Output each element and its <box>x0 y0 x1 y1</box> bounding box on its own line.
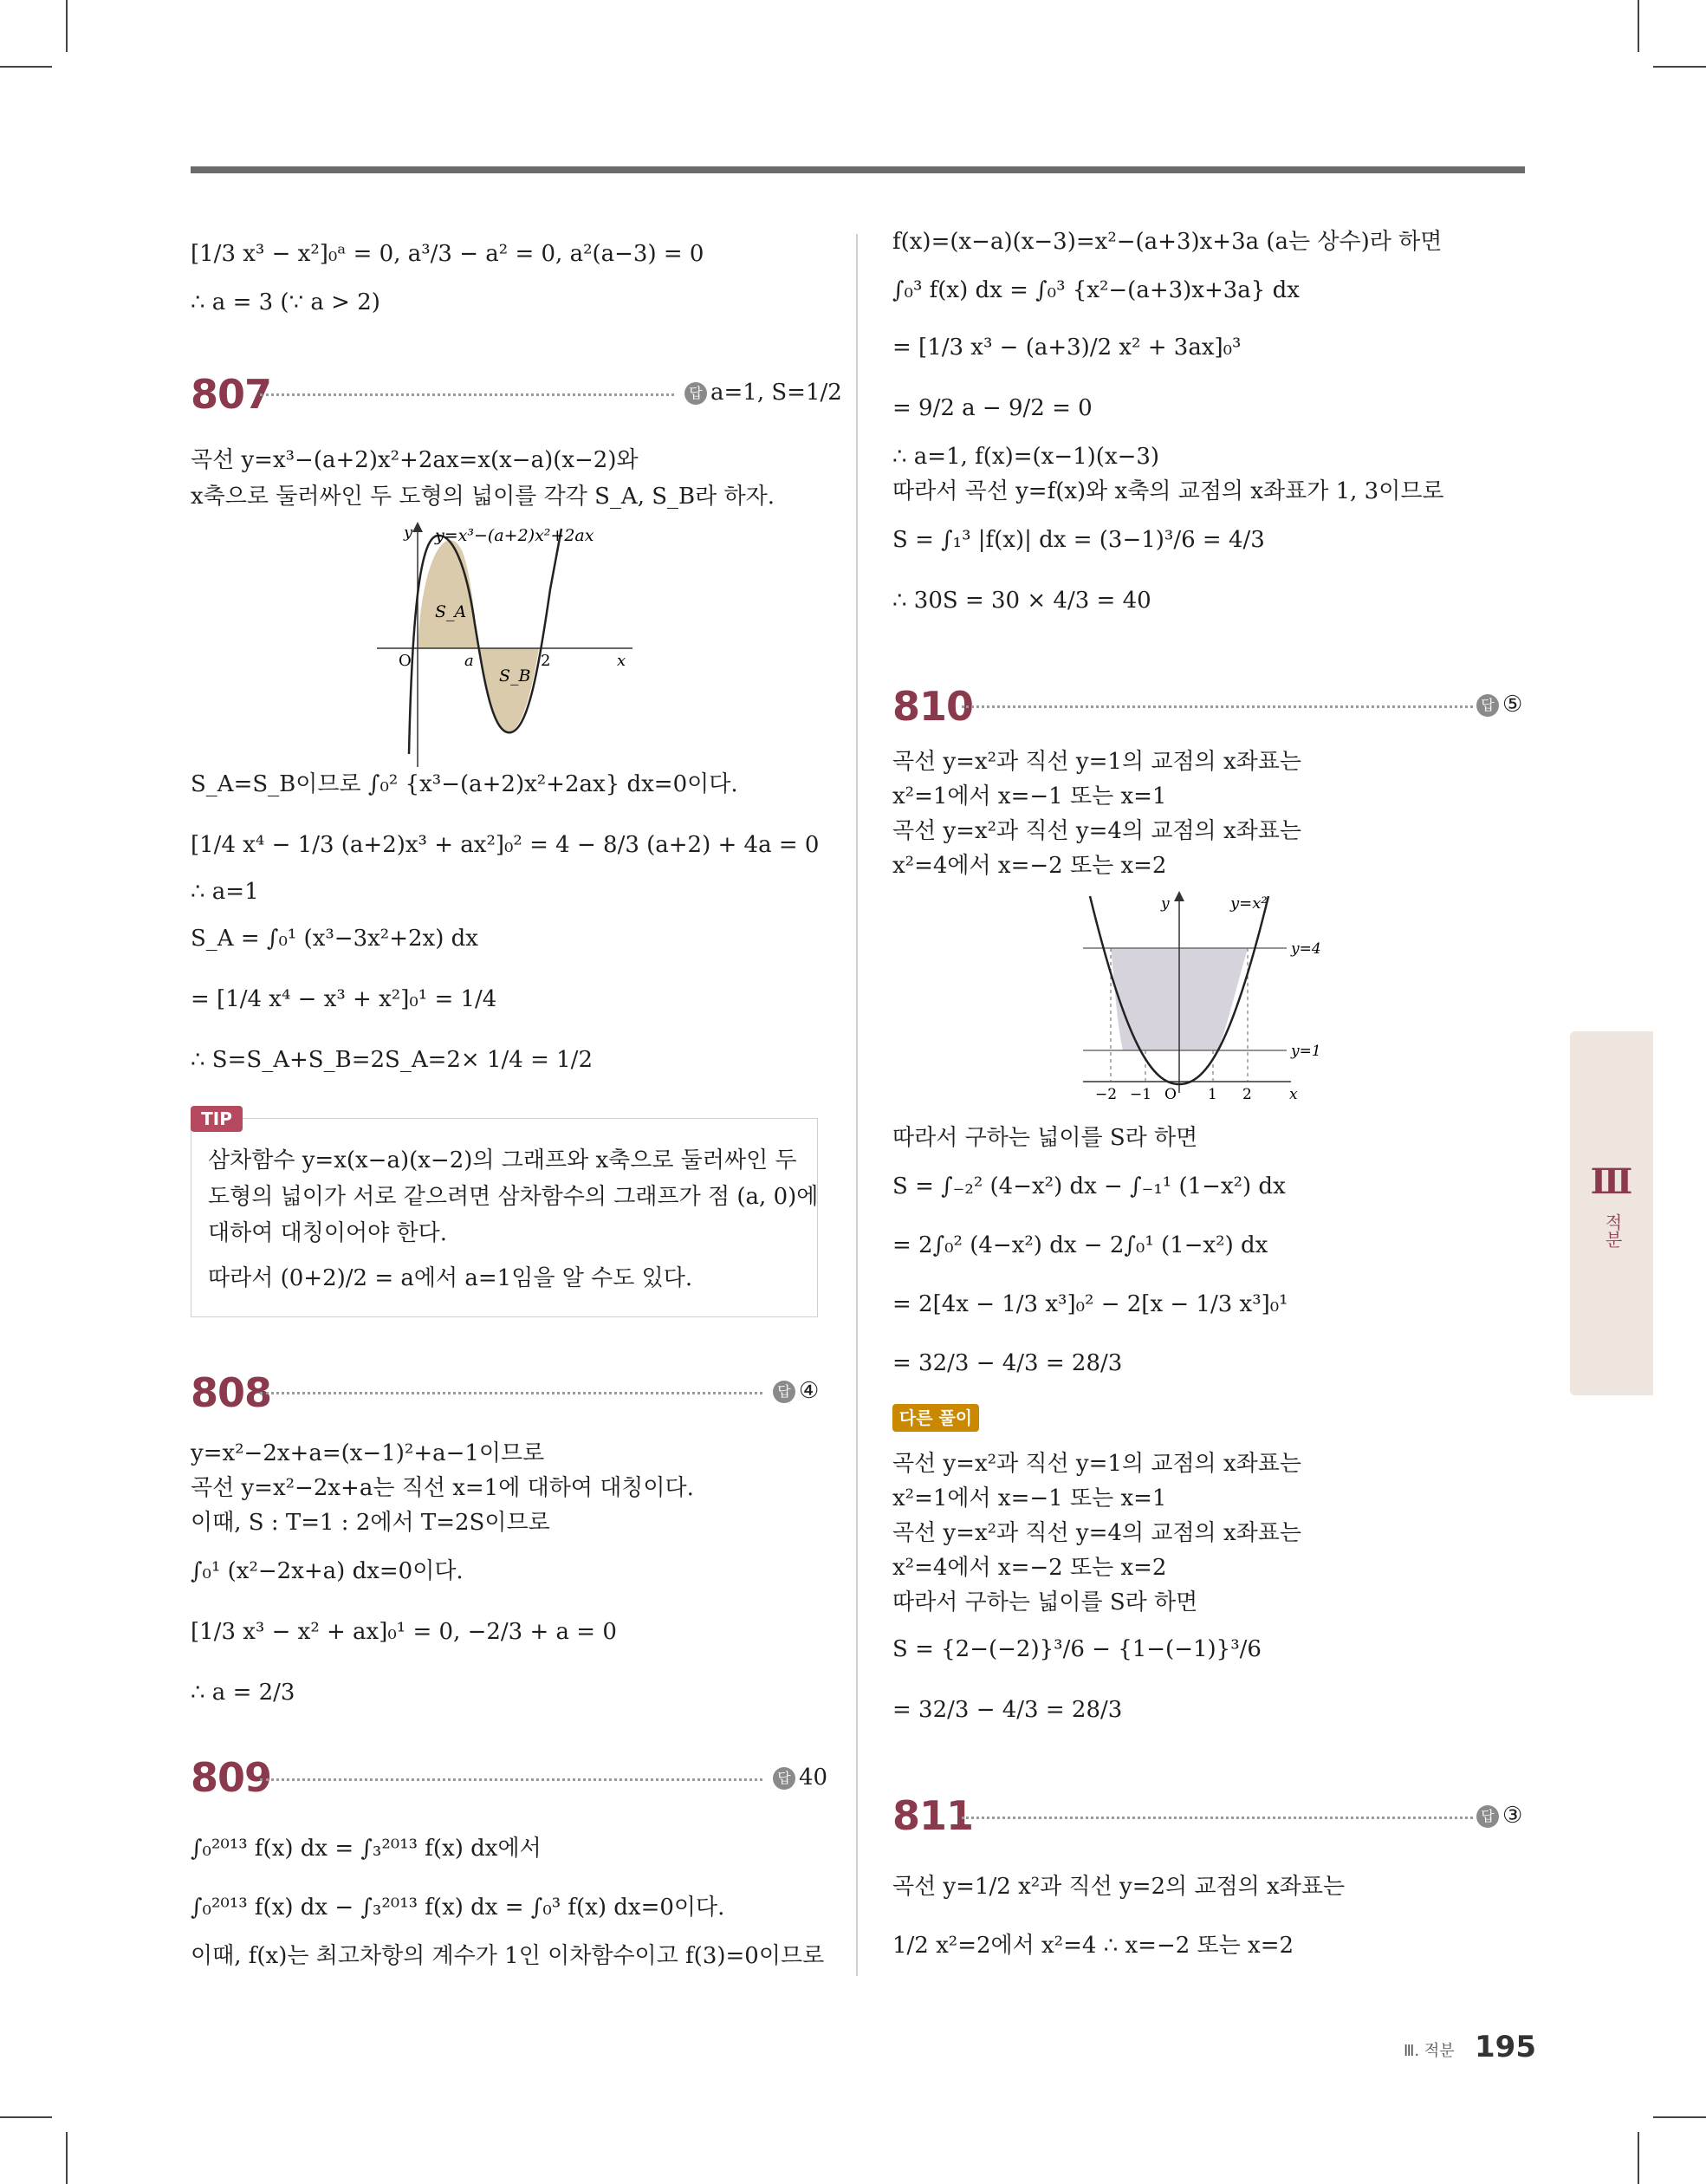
parabola-graph <box>1074 889 1352 1106</box>
dotted-leader <box>962 1817 1473 1819</box>
text-line: ∫₀²⁰¹³ f(x) dx − ∫₃²⁰¹³ f(x) dx = ∫₀³ f(x) dx=0이다. <box>191 1895 725 1921</box>
graph-label: y=x³−(a+2)x²+2ax <box>435 526 594 545</box>
answer-icon: 답 <box>684 382 707 405</box>
answer <box>1476 692 1522 718</box>
problem-number: 809 <box>191 1754 272 1801</box>
crop-mark <box>1653 2116 1706 2118</box>
text-line: x축으로 둘러싸인 두 도형의 넓이를 각각 S_A, S_B라 하자. <box>191 484 775 510</box>
answer <box>773 1765 827 1791</box>
chapter-roman: Ⅲ <box>1590 1161 1633 1202</box>
graph-label: y <box>1161 895 1170 913</box>
answer-icon: 답 <box>1476 1805 1499 1828</box>
header-rule <box>191 166 1525 173</box>
chapter-side-tab[interactable] <box>1570 1031 1653 1395</box>
tip-line: 따라서 (0+2)/2 = a에서 a=1임을 알 수도 있다. <box>208 1265 693 1291</box>
text-line: = [1/4 x⁴ − x³ + x²]₀¹ = 1/4 <box>191 986 497 1012</box>
graph-label: x <box>617 652 626 670</box>
graph-label: a <box>464 652 474 670</box>
text-line: = 32/3 − 4/3 = 28/3 <box>892 1350 1123 1376</box>
dotted-leader <box>260 393 674 396</box>
text-line: x²=4에서 x=−2 또는 x=2 <box>892 853 1167 879</box>
text-line: x²=1에서 x=−1 또는 x=1 <box>892 1485 1167 1511</box>
text-line: = 2∫₀² (4−x²) dx − 2∫₀¹ (1−x²) dx <box>892 1232 1268 1258</box>
graph-label: y=x² <box>1230 894 1268 913</box>
dotted-leader <box>260 1778 762 1781</box>
text-line: ∴ a = 2/3 <box>191 1680 295 1706</box>
text-line: = 32/3 − 4/3 = 28/3 <box>892 1697 1123 1723</box>
graph-label: y <box>404 523 413 542</box>
crop-mark <box>0 66 52 68</box>
graph-label: O <box>399 652 412 670</box>
answer-text: ⑤ <box>1502 692 1523 718</box>
graph-label: 1 <box>1208 1086 1217 1103</box>
answer-text: a=1, S=1/2 <box>710 380 842 406</box>
text-line: ∴ a=1, f(x)=(x−1)(x−3) <box>892 444 1160 470</box>
text-line: S_A = ∫₀¹ (x³−3x²+2x) dx <box>191 926 478 952</box>
answer <box>684 380 842 406</box>
crop-mark <box>66 0 68 52</box>
text-line: x²=4에서 x=−2 또는 x=2 <box>892 1555 1167 1581</box>
text-line: = 9/2 a − 9/2 = 0 <box>892 395 1093 421</box>
chapter-label: 적분 <box>1602 1213 1623 1248</box>
text-line: [1/4 x⁴ − 1/3 (a+2)x³ + ax²]₀² = 4 − 8/3 (a+2) + 4a = 0 <box>191 832 820 858</box>
text-line: = 2[4x − 1/3 x³]₀² − 2[x − 1/3 x³]₀¹ <box>892 1291 1288 1317</box>
problem-number: 807 <box>191 371 272 418</box>
text-line: 곡선 y=x²과 직선 y=1의 교점의 x좌표는 <box>892 749 1301 775</box>
graph-label: y=1 <box>1291 1043 1321 1060</box>
answer-icon: 답 <box>773 1767 795 1790</box>
text-line: f(x)=(x−a)(x−3)=x²−(a+3)x+3a (a는 상수)라 하면 <box>892 229 1443 255</box>
graph-label: y=4 <box>1291 940 1321 958</box>
answer-text: 40 <box>799 1765 828 1791</box>
alt-solution-tag: 다른 풀이 <box>892 1404 979 1432</box>
text-line: 곡선 y=x²과 직선 y=4의 교점의 x좌표는 <box>892 818 1301 844</box>
text-line: S = {2−(−2)}³/6 − {1−(−1)}³/6 <box>892 1636 1262 1662</box>
text-line: 이때, S : T=1 : 2에서 T=2S이므로 <box>191 1510 550 1536</box>
answer <box>1476 1803 1522 1829</box>
tip-tag: TIP <box>191 1106 243 1132</box>
cubic-graph <box>373 520 667 771</box>
text-line: 1/2 x²=2에서 x²=4 ∴ x=−2 또는 x=2 <box>892 1933 1294 1959</box>
tip-line: 도형의 넓이가 서로 같으려면 삼차함수의 그래프가 점 (a, 0)에 <box>208 1184 819 1210</box>
dotted-leader <box>962 705 1473 708</box>
crop-mark <box>0 2116 52 2118</box>
column-divider <box>856 234 858 1976</box>
problem-number: 811 <box>892 1792 974 1839</box>
text-line: y=x²−2x+a=(x−1)²+a−1이므로 <box>191 1440 545 1466</box>
text-line: 따라서 구하는 넓이를 S라 하면 <box>892 1125 1198 1151</box>
text-line: ∴ a=1 <box>191 879 259 905</box>
text-line: ∫₀¹ (x²−2x+a) dx=0이다. <box>191 1558 464 1584</box>
text-line: 곡선 y=x³−(a+2)x²+2ax=x(x−a)(x−2)와 <box>191 447 639 473</box>
text-line: 곡선 y=1/2 x²과 직선 y=2의 교점의 x좌표는 <box>892 1874 1346 1900</box>
footer-chapter: Ⅲ. 적분 <box>1404 2042 1455 2060</box>
text-line: = [1/3 x³ − (a+3)/2 x² + 3ax]₀³ <box>892 335 1242 361</box>
tip-line: 삼차함수 y=x(x−a)(x−2)의 그래프와 x축으로 둘러싸인 두 <box>208 1147 797 1173</box>
text-line: S = ∫₋₂² (4−x²) dx − ∫₋₁¹ (1−x²) dx <box>892 1173 1286 1199</box>
crop-mark <box>1638 0 1639 52</box>
text-line: S_A=S_B이므로 ∫₀² {x³−(a+2)x²+2ax} dx=0이다. <box>191 771 738 797</box>
graph-label: x <box>1289 1086 1298 1103</box>
problem-number: 810 <box>892 683 974 730</box>
tip-line: 대하여 대칭이어야 한다. <box>208 1220 447 1246</box>
graph-label: −1 <box>1130 1086 1152 1103</box>
text-line: 곡선 y=x²과 직선 y=4의 교점의 x좌표는 <box>892 1520 1301 1546</box>
answer-icon: 답 <box>773 1381 795 1403</box>
graph-label: 2 <box>541 652 551 670</box>
text-line: ∴ 30S = 30 × 4/3 = 40 <box>892 588 1151 614</box>
graph-label: S_A <box>435 602 467 621</box>
answer-icon: 답 <box>1476 694 1499 717</box>
text-line: [1/3 x³ − x²]₀ᵃ = 0, a³/3 − a² = 0, a²(a−3) = 0 <box>191 241 704 267</box>
text-line: 곡선 y=x²−2x+a는 직선 x=1에 대하여 대칭이다. <box>191 1475 694 1501</box>
text-line: x²=1에서 x=−1 또는 x=1 <box>892 783 1167 809</box>
dotted-leader <box>260 1392 762 1394</box>
graph-label: S_B <box>499 666 531 686</box>
answer-text: ③ <box>1502 1803 1523 1829</box>
text-line: [1/3 x³ − x² + ax]₀¹ = 0, −2/3 + a = 0 <box>191 1619 617 1645</box>
answer <box>773 1378 819 1404</box>
text-line: ∴ S=S_A+S_B=2S_A=2× 1/4 = 1/2 <box>191 1047 593 1073</box>
text-line: 따라서 곡선 y=f(x)와 x축의 교점의 x좌표가 1, 3이므로 <box>892 478 1444 504</box>
graph-label: −2 <box>1095 1086 1118 1103</box>
text-line: ∫₀³ f(x) dx = ∫₀³ {x²−(a+3)x+3a} dx <box>892 277 1300 303</box>
graph-label: O <box>1164 1086 1177 1103</box>
text-line: 이때, f(x)는 최고차항의 계수가 1인 이차함수이고 f(3)=0이므로 <box>191 1943 825 1969</box>
problem-number: 808 <box>191 1369 272 1416</box>
text-line: 곡선 y=x²과 직선 y=1의 교점의 x좌표는 <box>892 1451 1301 1477</box>
crop-mark <box>1653 66 1706 68</box>
text-line: ∴ a = 3 (∵ a > 2) <box>191 289 380 315</box>
answer-text: ④ <box>799 1378 820 1404</box>
text-line: ∫₀²⁰¹³ f(x) dx = ∫₃²⁰¹³ f(x) dx에서 <box>191 1836 542 1862</box>
page-number: 195 <box>1475 2030 1536 2064</box>
crop-mark <box>1638 2132 1639 2184</box>
text-line: 따라서 구하는 넓이를 S라 하면 <box>892 1589 1198 1615</box>
text-line: S = ∫₁³ |f(x)| dx = (3−1)³/6 = 4/3 <box>892 527 1265 553</box>
crop-mark <box>66 2132 68 2184</box>
graph-label: 2 <box>1242 1086 1252 1103</box>
